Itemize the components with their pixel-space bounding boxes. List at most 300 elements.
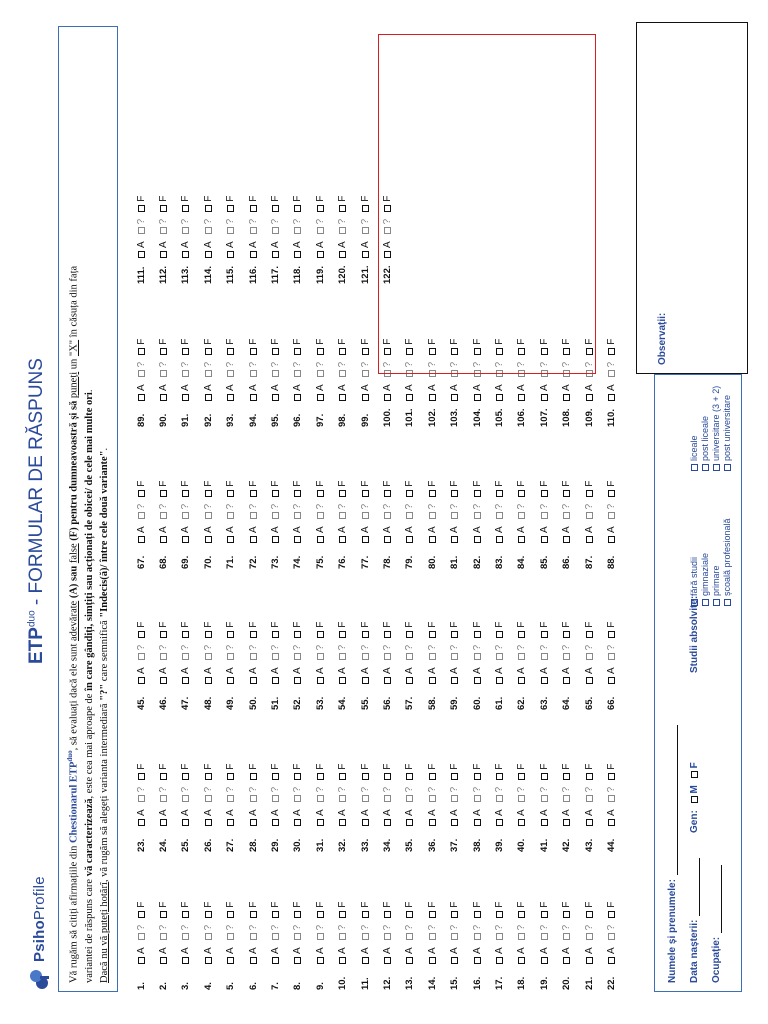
answer-undecided-checkbox[interactable]: [158, 362, 169, 378]
answer-f-checkbox[interactable]: [449, 622, 460, 638]
checkbox-square[interactable]: [384, 512, 391, 519]
answer-undecided-checkbox[interactable]: [158, 645, 169, 661]
answer-f-checkbox[interactable]: [136, 622, 147, 638]
answer-a-checkbox[interactable]: [248, 241, 259, 258]
checkbox-square[interactable]: [205, 677, 212, 684]
answer-undecided-checkbox[interactable]: [584, 504, 595, 520]
answer-f-checkbox[interactable]: [248, 764, 259, 780]
answer-undecided-checkbox[interactable]: [584, 925, 595, 941]
checkbox-square[interactable]: [317, 536, 324, 543]
checkbox-square[interactable]: [160, 631, 167, 638]
answer-f-checkbox[interactable]: [248, 481, 259, 497]
occupation-field[interactable]: Ocupație:: [711, 865, 722, 983]
checkbox-square[interactable]: [586, 394, 593, 401]
answer-undecided-checkbox[interactable]: [270, 787, 281, 803]
answer-f-checkbox[interactable]: [472, 481, 483, 497]
answer-a-checkbox[interactable]: [337, 384, 348, 401]
checkbox-square[interactable]: [384, 911, 391, 918]
checkbox-square[interactable]: [451, 631, 458, 638]
answer-a-checkbox[interactable]: [427, 384, 438, 401]
checkbox-square[interactable]: [474, 512, 481, 519]
checkbox-square[interactable]: [496, 512, 503, 519]
answer-undecided-checkbox[interactable]: [136, 925, 147, 941]
answer-f-checkbox[interactable]: [561, 764, 572, 780]
answer-f-checkbox[interactable]: [516, 481, 527, 497]
checkbox-square[interactable]: [227, 490, 234, 497]
answer-a-checkbox[interactable]: [404, 667, 415, 684]
answer-a-checkbox[interactable]: [225, 947, 236, 964]
checkbox-square[interactable]: [541, 677, 548, 684]
answer-f-checkbox[interactable]: [539, 622, 550, 638]
checkbox-square[interactable]: [608, 795, 615, 802]
checkbox-square[interactable]: [205, 227, 212, 234]
checkbox-square[interactable]: [250, 819, 257, 826]
checkbox-square[interactable]: [294, 205, 301, 212]
studies-checkbox[interactable]: [702, 464, 709, 471]
answer-a-checkbox[interactable]: [584, 809, 595, 826]
answer-a-checkbox[interactable]: [382, 809, 393, 826]
answer-f-checkbox[interactable]: [136, 764, 147, 780]
checkbox-square[interactable]: [406, 911, 413, 918]
checkbox-square[interactable]: [474, 933, 481, 940]
answer-undecided-checkbox[interactable]: [382, 787, 393, 803]
checkbox-square[interactable]: [541, 631, 548, 638]
answer-undecided-checkbox[interactable]: [180, 219, 191, 235]
answer-a-checkbox[interactable]: [337, 241, 348, 258]
answer-f-checkbox[interactable]: [360, 764, 371, 780]
answer-undecided-checkbox[interactable]: [203, 645, 214, 661]
answer-f-checkbox[interactable]: [472, 902, 483, 918]
checkbox-square[interactable]: [608, 933, 615, 940]
answer-a-checkbox[interactable]: [427, 667, 438, 684]
checkbox-square[interactable]: [294, 773, 301, 780]
answer-undecided-checkbox[interactable]: [203, 504, 214, 520]
answer-a-checkbox[interactable]: [360, 809, 371, 826]
checkbox-square[interactable]: [586, 933, 593, 940]
checkbox-square[interactable]: [362, 957, 369, 964]
checkbox-square[interactable]: [563, 653, 570, 660]
answer-f-checkbox[interactable]: [248, 902, 259, 918]
answer-f-checkbox[interactable]: [516, 622, 527, 638]
answer-a-checkbox[interactable]: [404, 809, 415, 826]
checkbox-square[interactable]: [272, 933, 279, 940]
checkbox-square[interactable]: [451, 819, 458, 826]
answer-a-checkbox[interactable]: [270, 384, 281, 401]
checkbox-square[interactable]: [294, 957, 301, 964]
answer-a-checkbox[interactable]: [225, 667, 236, 684]
checkbox-square[interactable]: [294, 348, 301, 355]
answer-a-checkbox[interactable]: [292, 241, 303, 258]
studies-option[interactable]: [689, 557, 699, 606]
checkbox-square[interactable]: [406, 773, 413, 780]
checkbox-square[interactable]: [451, 677, 458, 684]
answer-a-checkbox[interactable]: [404, 526, 415, 543]
answer-undecided-checkbox[interactable]: [315, 504, 326, 520]
checkbox-square[interactable]: [250, 631, 257, 638]
answer-a-checkbox[interactable]: [270, 947, 281, 964]
checkbox-square[interactable]: [317, 631, 324, 638]
answer-a-checkbox[interactable]: [539, 667, 550, 684]
answer-undecided-checkbox[interactable]: [539, 787, 550, 803]
checkbox-square[interactable]: [317, 653, 324, 660]
answer-a-checkbox[interactable]: [606, 947, 617, 964]
checkbox-square[interactable]: [138, 227, 145, 234]
answer-undecided-checkbox[interactable]: [449, 787, 460, 803]
answer-f-checkbox[interactable]: [225, 481, 236, 497]
checkbox-square[interactable]: [429, 631, 436, 638]
answer-undecided-checkbox[interactable]: [203, 787, 214, 803]
checkbox-square[interactable]: [138, 933, 145, 940]
answer-a-checkbox[interactable]: [292, 667, 303, 684]
checkbox-square[interactable]: [294, 653, 301, 660]
answer-a-checkbox[interactable]: [360, 241, 371, 258]
checkbox-square[interactable]: [406, 819, 413, 826]
checkbox-square[interactable]: [362, 251, 369, 258]
answer-a-checkbox[interactable]: [158, 809, 169, 826]
answer-undecided-checkbox[interactable]: [427, 925, 438, 941]
checkbox-square[interactable]: [518, 631, 525, 638]
checkbox-square[interactable]: [227, 536, 234, 543]
answer-a-checkbox[interactable]: [382, 526, 393, 543]
answer-undecided-checkbox[interactable]: [382, 645, 393, 661]
checkbox-square[interactable]: [227, 795, 234, 802]
checkbox-square[interactable]: [160, 773, 167, 780]
answer-a-checkbox[interactable]: [404, 384, 415, 401]
answer-f-checkbox[interactable]: [404, 902, 415, 918]
answer-a-checkbox[interactable]: [539, 809, 550, 826]
answer-a-checkbox[interactable]: [472, 809, 483, 826]
checkbox-square[interactable]: [205, 394, 212, 401]
checkbox-square[interactable]: [272, 227, 279, 234]
checkbox-square[interactable]: [474, 677, 481, 684]
checkbox-square[interactable]: [362, 631, 369, 638]
checkbox-square[interactable]: [586, 653, 593, 660]
checkbox-square[interactable]: [518, 536, 525, 543]
answer-a-checkbox[interactable]: [584, 947, 595, 964]
checkbox-square[interactable]: [608, 911, 615, 918]
answer-undecided-checkbox[interactable]: [360, 504, 371, 520]
checkbox-square[interactable]: [205, 957, 212, 964]
checkbox-square[interactable]: [518, 512, 525, 519]
answer-f-checkbox[interactable]: [494, 764, 505, 780]
answer-undecided-checkbox[interactable]: [315, 645, 326, 661]
checkbox-square[interactable]: [294, 227, 301, 234]
answer-f-checkbox[interactable]: [225, 902, 236, 918]
checkbox-square[interactable]: [541, 795, 548, 802]
checkbox-square[interactable]: [272, 536, 279, 543]
checkbox-square[interactable]: [272, 795, 279, 802]
checkbox-square[interactable]: [586, 536, 593, 543]
answer-undecided-checkbox[interactable]: [382, 504, 393, 520]
answer-undecided-checkbox[interactable]: [449, 504, 460, 520]
answer-undecided-checkbox[interactable]: [494, 787, 505, 803]
answer-f-checkbox[interactable]: [606, 622, 617, 638]
answer-a-checkbox[interactable]: [539, 384, 550, 401]
studies-checkbox[interactable]: [713, 599, 720, 606]
answer-a-checkbox[interactable]: [539, 947, 550, 964]
answer-undecided-checkbox[interactable]: [360, 925, 371, 941]
checkbox-square[interactable]: [384, 957, 391, 964]
answer-undecided-checkbox[interactable]: [248, 219, 259, 235]
answer-a-checkbox[interactable]: [270, 241, 281, 258]
studies-option[interactable]: [689, 435, 699, 471]
checkbox-square[interactable]: [451, 957, 458, 964]
checkbox-square[interactable]: [496, 490, 503, 497]
answer-undecided-checkbox[interactable]: [360, 787, 371, 803]
answer-undecided-checkbox[interactable]: [270, 925, 281, 941]
checkbox-square[interactable]: [563, 631, 570, 638]
checkbox-square[interactable]: [608, 536, 615, 543]
answer-a-checkbox[interactable]: [472, 384, 483, 401]
checkbox-square[interactable]: [227, 512, 234, 519]
answer-a-checkbox[interactable]: [360, 526, 371, 543]
checkbox-square[interactable]: [451, 394, 458, 401]
answer-f-checkbox[interactable]: [404, 764, 415, 780]
checkbox-square[interactable]: [205, 251, 212, 258]
answer-undecided-checkbox[interactable]: [270, 219, 281, 235]
answer-undecided-checkbox[interactable]: [584, 645, 595, 661]
answer-undecided-checkbox[interactable]: [606, 362, 617, 378]
answer-f-checkbox[interactable]: [315, 196, 326, 212]
checkbox-square[interactable]: [272, 348, 279, 355]
checkbox-square[interactable]: [496, 653, 503, 660]
checkbox-square[interactable]: [294, 911, 301, 918]
answer-a-checkbox[interactable]: [382, 947, 393, 964]
checkbox-square[interactable]: [429, 394, 436, 401]
answer-a-checkbox[interactable]: [584, 384, 595, 401]
answer-f-checkbox[interactable]: [382, 902, 393, 918]
checkbox-square[interactable]: [138, 773, 145, 780]
checkbox-square[interactable]: [339, 227, 346, 234]
checkbox-square[interactable]: [317, 227, 324, 234]
answer-f-checkbox[interactable]: [539, 764, 550, 780]
answer-undecided-checkbox[interactable]: [136, 219, 147, 235]
answer-a-checkbox[interactable]: [248, 947, 259, 964]
studies-option[interactable]: [700, 553, 710, 606]
checkbox-square[interactable]: [205, 631, 212, 638]
answer-a-checkbox[interactable]: [561, 947, 572, 964]
checkbox-square[interactable]: [138, 394, 145, 401]
answer-f-checkbox[interactable]: [315, 339, 326, 355]
checkbox-square[interactable]: [317, 348, 324, 355]
answer-a-checkbox[interactable]: [516, 809, 527, 826]
answer-a-checkbox[interactable]: [180, 384, 191, 401]
checkbox-square[interactable]: [384, 795, 391, 802]
answer-f-checkbox[interactable]: [360, 902, 371, 918]
answer-undecided-checkbox[interactable]: [315, 362, 326, 378]
answer-f-checkbox[interactable]: [337, 764, 348, 780]
checkbox-square[interactable]: [294, 370, 301, 377]
checkbox-square[interactable]: [518, 677, 525, 684]
answer-f-checkbox[interactable]: [449, 764, 460, 780]
answer-undecided-checkbox[interactable]: [158, 787, 169, 803]
checkbox-square[interactable]: [294, 677, 301, 684]
checkbox-square[interactable]: [250, 536, 257, 543]
answer-undecided-checkbox[interactable]: [337, 645, 348, 661]
checkbox-square[interactable]: [541, 536, 548, 543]
answer-a-checkbox[interactable]: [427, 809, 438, 826]
answer-undecided-checkbox[interactable]: [225, 925, 236, 941]
checkbox-square[interactable]: [474, 490, 481, 497]
answer-undecided-checkbox[interactable]: [427, 645, 438, 661]
answer-a-checkbox[interactable]: [516, 947, 527, 964]
answer-f-checkbox[interactable]: [561, 622, 572, 638]
answer-f-checkbox[interactable]: [404, 622, 415, 638]
checkbox-square[interactable]: [496, 911, 503, 918]
checkbox-square[interactable]: [250, 795, 257, 802]
checkbox-square[interactable]: [205, 348, 212, 355]
checkbox-square[interactable]: [182, 490, 189, 497]
answer-undecided-checkbox[interactable]: [472, 645, 483, 661]
checkbox-square[interactable]: [429, 795, 436, 802]
answer-undecided-checkbox[interactable]: [315, 787, 326, 803]
answer-a-checkbox[interactable]: [427, 526, 438, 543]
answer-a-checkbox[interactable]: [225, 384, 236, 401]
answer-undecided-checkbox[interactable]: [561, 645, 572, 661]
checkbox-square[interactable]: [272, 653, 279, 660]
answer-a-checkbox[interactable]: [180, 809, 191, 826]
answer-f-checkbox[interactable]: [472, 622, 483, 638]
checkbox-square[interactable]: [272, 773, 279, 780]
checkbox-square[interactable]: [541, 911, 548, 918]
answer-undecided-checkbox[interactable]: [360, 645, 371, 661]
answer-a-checkbox[interactable]: [337, 526, 348, 543]
checkbox-square[interactable]: [205, 512, 212, 519]
checkbox-square[interactable]: [227, 205, 234, 212]
checkbox-square[interactable]: [205, 370, 212, 377]
answer-undecided-checkbox[interactable]: [292, 362, 303, 378]
answer-undecided-checkbox[interactable]: [561, 787, 572, 803]
answer-a-checkbox[interactable]: [539, 526, 550, 543]
checkbox-square[interactable]: [518, 394, 525, 401]
checkbox-square[interactable]: [227, 394, 234, 401]
answer-undecided-checkbox[interactable]: [606, 645, 617, 661]
checkbox-square[interactable]: [608, 677, 615, 684]
checkbox-square[interactable]: [205, 536, 212, 543]
checkbox-square[interactable]: [496, 677, 503, 684]
answer-undecided-checkbox[interactable]: [292, 219, 303, 235]
answer-undecided-checkbox[interactable]: [337, 362, 348, 378]
answer-a-checkbox[interactable]: [315, 384, 326, 401]
answer-a-checkbox[interactable]: [248, 809, 259, 826]
answer-f-checkbox[interactable]: [248, 196, 259, 212]
checkbox-square[interactable]: [429, 773, 436, 780]
checkbox-square[interactable]: [205, 773, 212, 780]
answer-a-checkbox[interactable]: [158, 526, 169, 543]
checkbox-square[interactable]: [182, 631, 189, 638]
answer-a-checkbox[interactable]: [606, 809, 617, 826]
checkbox-square[interactable]: [160, 394, 167, 401]
answer-undecided-checkbox[interactable]: [180, 925, 191, 941]
checkbox-square[interactable]: [317, 957, 324, 964]
checkbox-square[interactable]: [406, 653, 413, 660]
checkbox-square[interactable]: [339, 795, 346, 802]
answer-undecided-checkbox[interactable]: [427, 787, 438, 803]
checkbox-square[interactable]: [272, 370, 279, 377]
answer-a-checkbox[interactable]: [561, 809, 572, 826]
answer-a-checkbox[interactable]: [203, 241, 214, 258]
studies-checkbox[interactable]: [724, 464, 731, 471]
checkbox-square[interactable]: [250, 227, 257, 234]
studies-checkbox[interactable]: [724, 599, 731, 606]
checkbox-square[interactable]: [362, 536, 369, 543]
gender-m-checkbox[interactable]: [691, 796, 698, 803]
answer-undecided-checkbox[interactable]: [248, 925, 259, 941]
answer-undecided-checkbox[interactable]: [606, 925, 617, 941]
answer-f-checkbox[interactable]: [292, 196, 303, 212]
checkbox-square[interactable]: [317, 251, 324, 258]
checkbox-square[interactable]: [474, 795, 481, 802]
checkbox-square[interactable]: [182, 957, 189, 964]
answer-f-checkbox[interactable]: [292, 764, 303, 780]
checkbox-square[interactable]: [250, 490, 257, 497]
answer-a-checkbox[interactable]: [248, 526, 259, 543]
answer-a-checkbox[interactable]: [360, 947, 371, 964]
answer-a-checkbox[interactable]: [203, 809, 214, 826]
answer-undecided-checkbox[interactable]: [404, 925, 415, 941]
checkbox-square[interactable]: [205, 205, 212, 212]
answer-f-checkbox[interactable]: [203, 481, 214, 497]
checkbox-square[interactable]: [496, 795, 503, 802]
checkbox-square[interactable]: [451, 653, 458, 660]
checkbox-square[interactable]: [518, 933, 525, 940]
checkbox-square[interactable]: [205, 911, 212, 918]
answer-undecided-checkbox[interactable]: [180, 787, 191, 803]
answer-undecided-checkbox[interactable]: [360, 219, 371, 235]
checkbox-square[interactable]: [182, 205, 189, 212]
answer-undecided-checkbox[interactable]: [494, 645, 505, 661]
answer-f-checkbox[interactable]: [292, 902, 303, 918]
answer-f-checkbox[interactable]: [292, 339, 303, 355]
answer-f-checkbox[interactable]: [158, 764, 169, 780]
checkbox-square[interactable]: [182, 348, 189, 355]
answer-a-checkbox[interactable]: [203, 667, 214, 684]
checkbox-square[interactable]: [160, 370, 167, 377]
answer-a-checkbox[interactable]: [292, 809, 303, 826]
checkbox-square[interactable]: [160, 205, 167, 212]
answer-undecided-checkbox[interactable]: [539, 504, 550, 520]
checkbox-square[interactable]: [317, 773, 324, 780]
answer-undecided-checkbox[interactable]: [494, 504, 505, 520]
answer-f-checkbox[interactable]: [203, 339, 214, 355]
checkbox-square[interactable]: [362, 819, 369, 826]
answer-a-checkbox[interactable]: [315, 241, 326, 258]
checkbox-square[interactable]: [227, 348, 234, 355]
answer-f-checkbox[interactable]: [292, 481, 303, 497]
answer-undecided-checkbox[interactable]: [248, 362, 259, 378]
checkbox-square[interactable]: [160, 933, 167, 940]
checkbox-square[interactable]: [205, 653, 212, 660]
checkbox-square[interactable]: [250, 773, 257, 780]
checkbox-square[interactable]: [182, 677, 189, 684]
answer-f-checkbox[interactable]: [337, 622, 348, 638]
answer-undecided-checkbox[interactable]: [427, 504, 438, 520]
answer-a-checkbox[interactable]: [561, 667, 572, 684]
answer-a-checkbox[interactable]: [449, 809, 460, 826]
checkbox-square[interactable]: [384, 933, 391, 940]
checkbox-square[interactable]: [160, 795, 167, 802]
answer-a-checkbox[interactable]: [203, 947, 214, 964]
answer-undecided-checkbox[interactable]: [248, 645, 259, 661]
checkbox-square[interactable]: [362, 227, 369, 234]
checkbox-square[interactable]: [362, 370, 369, 377]
answer-f-checkbox[interactable]: [584, 481, 595, 497]
checkbox-square[interactable]: [227, 227, 234, 234]
checkbox-square[interactable]: [563, 911, 570, 918]
answer-undecided-checkbox[interactable]: [292, 925, 303, 941]
checkbox-square[interactable]: [272, 677, 279, 684]
checkbox-square[interactable]: [474, 911, 481, 918]
